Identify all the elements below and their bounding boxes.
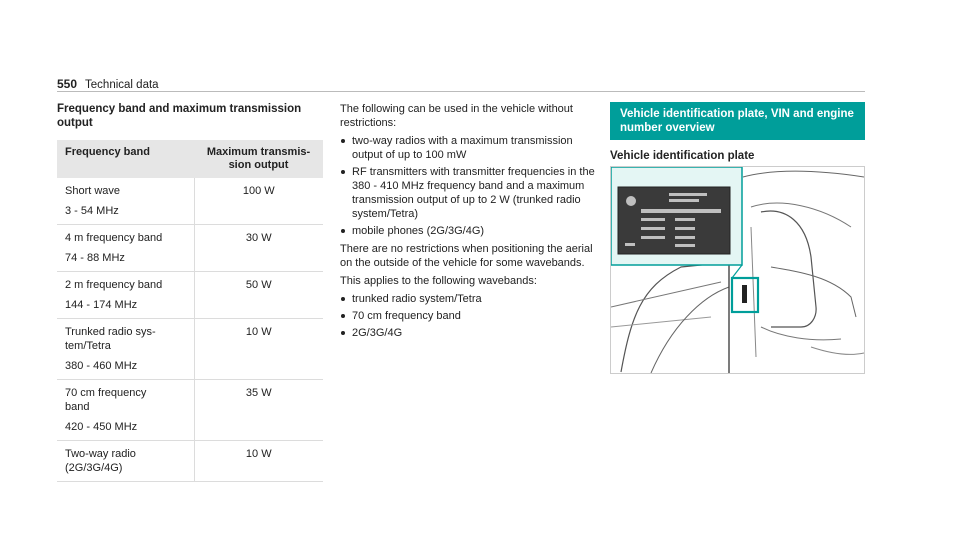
page-number: 550 <box>57 77 78 91</box>
page-section-title: Technical data <box>85 79 159 91</box>
middle-column <box>340 102 602 344</box>
column-header-frequency-band: Frequency band <box>57 140 194 178</box>
frequency-band-cell <box>57 178 194 225</box>
unrestricted-list <box>340 134 602 238</box>
band-name: 70 cm frequency <box>65 387 147 399</box>
max-output-cell: 100 W <box>194 178 323 225</box>
section-heading: Frequency band and maximum transmission output <box>57 103 302 129</box>
table-header-row <box>57 140 323 178</box>
frequency-band-cell <box>57 441 194 482</box>
frequency-range: 3 - 54 MHz <box>65 205 119 217</box>
band-name: Trunked radio sys- <box>65 326 156 338</box>
list-item: two-way radios with a maximum transmission output of up to 100 mW <box>340 134 602 162</box>
column-header-max-output: Maximum transmis-sion output <box>194 140 323 178</box>
table-row <box>57 441 323 482</box>
frequency-band-cell <box>57 319 194 380</box>
table-row <box>57 319 323 380</box>
band-name: 2 m frequency band <box>65 279 163 291</box>
wavebands-paragraph: This applies to the following wavebands: <box>340 275 537 287</box>
table-row <box>57 178 323 225</box>
band-name: (2G/3G/4G) <box>65 462 123 474</box>
section-banner: Vehicle identification plate, VIN and engine number overview <box>610 102 865 140</box>
list-item: trunked radio system/Tetra <box>340 292 602 306</box>
car-door-drawing <box>611 167 864 373</box>
frequency-band-cell <box>57 225 194 272</box>
max-output-cell: 35 W <box>194 380 323 441</box>
page-header <box>57 77 159 91</box>
right-column <box>610 102 865 162</box>
frequency-range: 74 - 88 MHz <box>65 252 125 264</box>
band-name: 4 m frequency band <box>65 232 163 244</box>
frequency-band-cell <box>57 380 194 441</box>
left-column <box>57 102 323 482</box>
vehicle-plate-illustration <box>610 166 865 374</box>
band-name: Two-way radio <box>65 448 136 460</box>
frequency-table <box>57 140 323 482</box>
table-row <box>57 225 323 272</box>
subsection-heading: Vehicle identification plate <box>610 150 755 162</box>
list-item: 2G/3G/4G <box>340 326 602 340</box>
band-name: Short wave <box>65 185 121 197</box>
max-output-cell: 30 W <box>194 225 323 272</box>
frequency-band-cell <box>57 272 194 319</box>
aerial-paragraph: There are no restrictions when positioning the aerial on the outside of the vehicle for some wavebands. <box>340 243 593 269</box>
table-row <box>57 272 323 319</box>
frequency-range: 144 - 174 MHz <box>65 299 138 311</box>
list-item: 70 cm frequency band <box>340 309 602 323</box>
table-row <box>57 380 323 441</box>
intro-paragraph: The following can be used in the vehicle without restrictions: <box>340 103 573 129</box>
band-name: band <box>65 401 90 413</box>
list-item: RF transmitters with transmitter frequencies in the 380 - 410 MHz frequency band and a maximum transmission output of up to 2 W (trunked radio system/Tetra) <box>340 165 602 221</box>
band-name: tem/Tetra <box>65 340 111 352</box>
frequency-range: 420 - 450 MHz <box>65 421 138 433</box>
header-divider <box>57 91 865 92</box>
table-body <box>57 178 323 482</box>
list-item: mobile phones (2G/3G/4G) <box>340 224 602 238</box>
max-output-cell: 10 W <box>194 441 323 482</box>
waveband-list <box>340 292 602 340</box>
frequency-range: 380 - 460 MHz <box>65 360 138 372</box>
max-output-cell: 50 W <box>194 272 323 319</box>
max-output-cell: 10 W <box>194 319 323 380</box>
